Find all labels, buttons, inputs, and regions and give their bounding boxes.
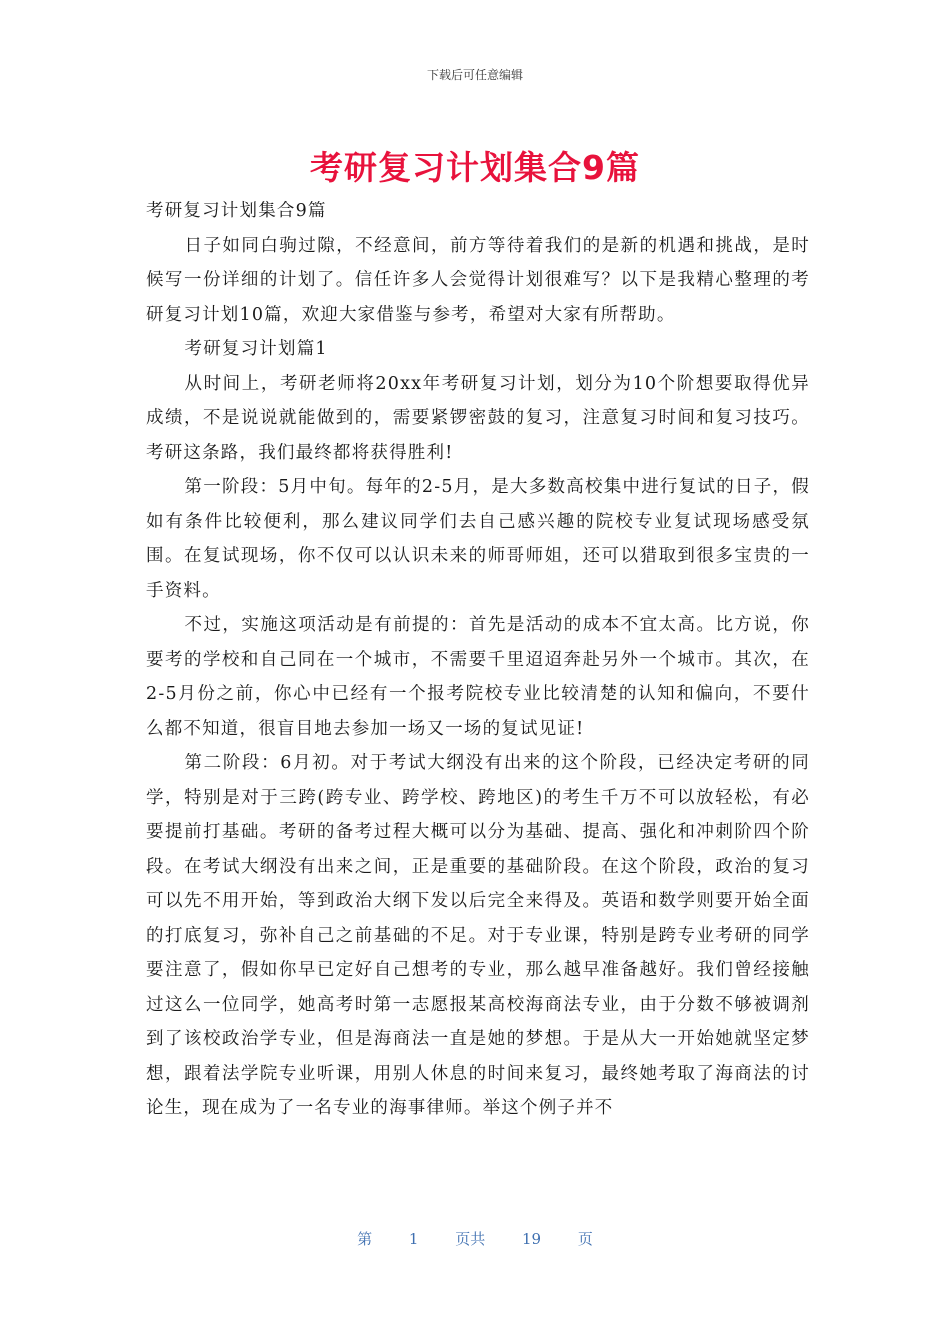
body-paragraph: 从时间上，考研老师将20xx年考研复习计划，划分为10个阶想要取得优异成绩，不是说说就能做到的，需要紧锣密鼓的复习，注意复习时间和复习技巧。考研这条路，我们最终都将获得胜利! bbox=[146, 373, 810, 463]
body-paragraph: 第一阶段：5月中旬。每年的2-5月，是大多数高校集中进行复试的日子，假如有条件比较便利，那么建议同学们去自己感兴趣的院校专业复试现场感受氛围。在复试现场，你不仅可以认识未来的师哥师姐，还可以猎取到很多宝贵的一手资料。 bbox=[146, 477, 810, 601]
section-heading: 考研复习计划篇1 bbox=[184, 339, 328, 359]
page-mid: 页共 bbox=[455, 1230, 486, 1248]
document-title: 考研复习计划集合9篇 bbox=[310, 148, 640, 187]
intro-paragraph: 日子如同白驹过隙，不经意间，前方等待着我们的是新的机遇和挑战，是时候写一份详细的计划了。信任许多人会觉得计划很难写？以下是我精心整理的考研复习计划10篇，欢迎大家借鉴与参考，希望对大家有所帮助。 bbox=[146, 235, 810, 325]
document-body bbox=[146, 194, 810, 1126]
page-footer bbox=[0, 1228, 950, 1249]
body-paragraph: 第二阶段：6月初。对于考试大纲没有出来的这个阶段，已经决定考研的同学，特别是对于三跨(跨专业、跨学校、跨地区)的考生千万不可以放轻松，有必要提前打基础。考研的备考过程大概可以分为基础、提高、强化和冲刺阶四个阶段。在考试大纲没有出来之间，正是重要的基础阶段。在这个阶段，政治的复习可以先不用开始，等到政治大纲下发以后完全来得及。英语和数学则要开始全面的打底复习，弥补自己之前基础的不足。对于专业课，特别是跨专业考研的同学要注意了，假如你早已定好自己想考的专业，那么越早准备越好。我们曾经接触过这么一位同学，她高考时第一志愿报某高校海商法专业，由于分数不够被调剂到了该校政治学专业，但是海商法一直是她的梦想。于是从大一开始她就坚定梦想，跟着法学院专业听课，用别人休息的时间来复习，最终她考取了海商法的讨论生，现在成为了一名专业的海事律师。举这个例子并不 bbox=[146, 753, 810, 1118]
body-paragraph: 不过，实施这项活动是有前提的：首先是活动的成本不宜太高。比方说，你要考的学校和自己同在一个城市，不需要千里迢迢奔赴另外一个城市。其次，在2-5月份之前，你心中已经有一个报考院校专业比较清楚的认知和偏向，不要什么都不知道，很盲目地去参加一场又一场的复试见证! bbox=[146, 615, 810, 739]
page-total: 19 bbox=[522, 1230, 542, 1248]
page-end: 页 bbox=[577, 1230, 593, 1248]
page-label: 第 bbox=[357, 1230, 373, 1248]
subtitle-paragraph: 考研复习计划集合9篇 bbox=[146, 201, 327, 221]
header-note: 下载后可任意编辑 bbox=[426, 68, 523, 82]
page-current: 1 bbox=[408, 1230, 419, 1248]
